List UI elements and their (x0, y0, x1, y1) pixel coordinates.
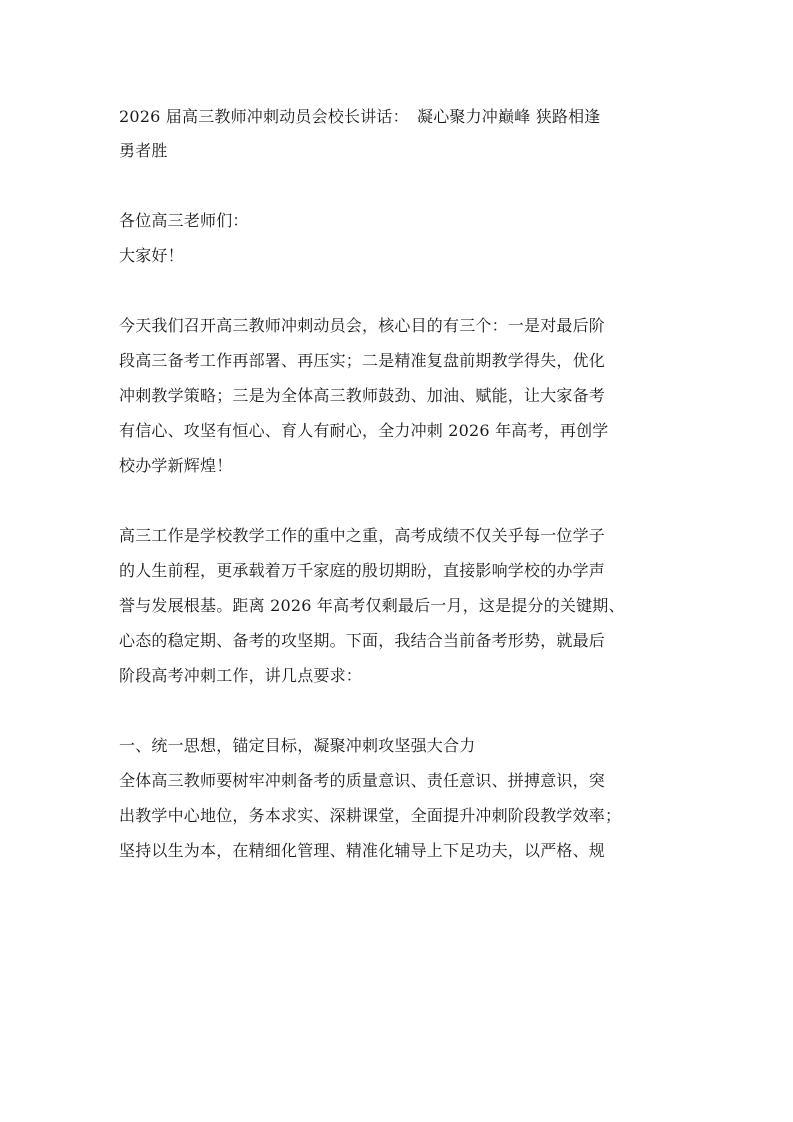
section-heading-1: 一、统一思想，锚定目标，凝聚冲刺攻坚强大合力 (119, 736, 476, 755)
paragraph-intro (119, 308, 679, 483)
paragraph-line: 全体高三教师要树牢冲刺备考的质量意识、责任意识、拼搏意识，突 (119, 771, 606, 790)
paragraph-line: 今天我们召开高三教师冲刺动员会，核心目的有三个：一是对最后阶 (119, 316, 606, 335)
document-title-line-1: 2026 届高三教师冲刺动员会校长讲话： 凝心聚力冲巅峰 狭路相逢 (119, 107, 601, 126)
spacer (119, 693, 679, 728)
paragraph-line: 出教学中心地位，务本求实、深耕课堂，全面提升冲刺阶段教学效率； (119, 806, 622, 825)
document-body (119, 100, 679, 868)
salutation: 各位高三老师们： (119, 211, 249, 230)
paragraph-line: 高三工作是学校教学工作的重中之重，高考成绩不仅关乎每一位学子 (119, 526, 606, 545)
paragraph-line: 坚持以生为本，在精细化管理、精准化辅导上下足功夫，以严格、规 (119, 841, 606, 860)
spacer (119, 168, 679, 203)
document-title-line-2: 勇者胜 (119, 141, 168, 160)
greeting: 大家好！ (119, 246, 184, 265)
spacer (119, 273, 679, 308)
section-1-body (119, 763, 679, 868)
paragraph-line: 誉与发展根基。距离 2026 年高考仅剩最后一月，这是提分的关键期、 (119, 596, 625, 615)
paragraph-line: 阶段高考冲刺工作，讲几点要求： (119, 666, 363, 685)
paragraph-context (119, 518, 679, 693)
paragraph-line: 的人生前程，更承载着万千家庭的殷切期盼，直接影响学校的办学声 (119, 561, 606, 580)
paragraph-line: 心态的稳定期、备考的攻坚期。下面，我结合当前备考形势，就最后 (119, 631, 606, 650)
paragraph-line: 校办学新辉煌！ (119, 456, 233, 475)
spacer (119, 483, 679, 518)
paragraph-line: 冲刺教学策略；三是为全体高三教师鼓劲、加油、赋能，让大家备考 (119, 386, 606, 405)
paragraph-line: 有信心、攻坚有恒心、育人有耐心，全力冲刺 2026 年高考，再创学 (119, 421, 609, 440)
paragraph-line: 段高三备考工作再部署、再压实；二是精准复盘前期教学得失，优化 (119, 351, 606, 370)
